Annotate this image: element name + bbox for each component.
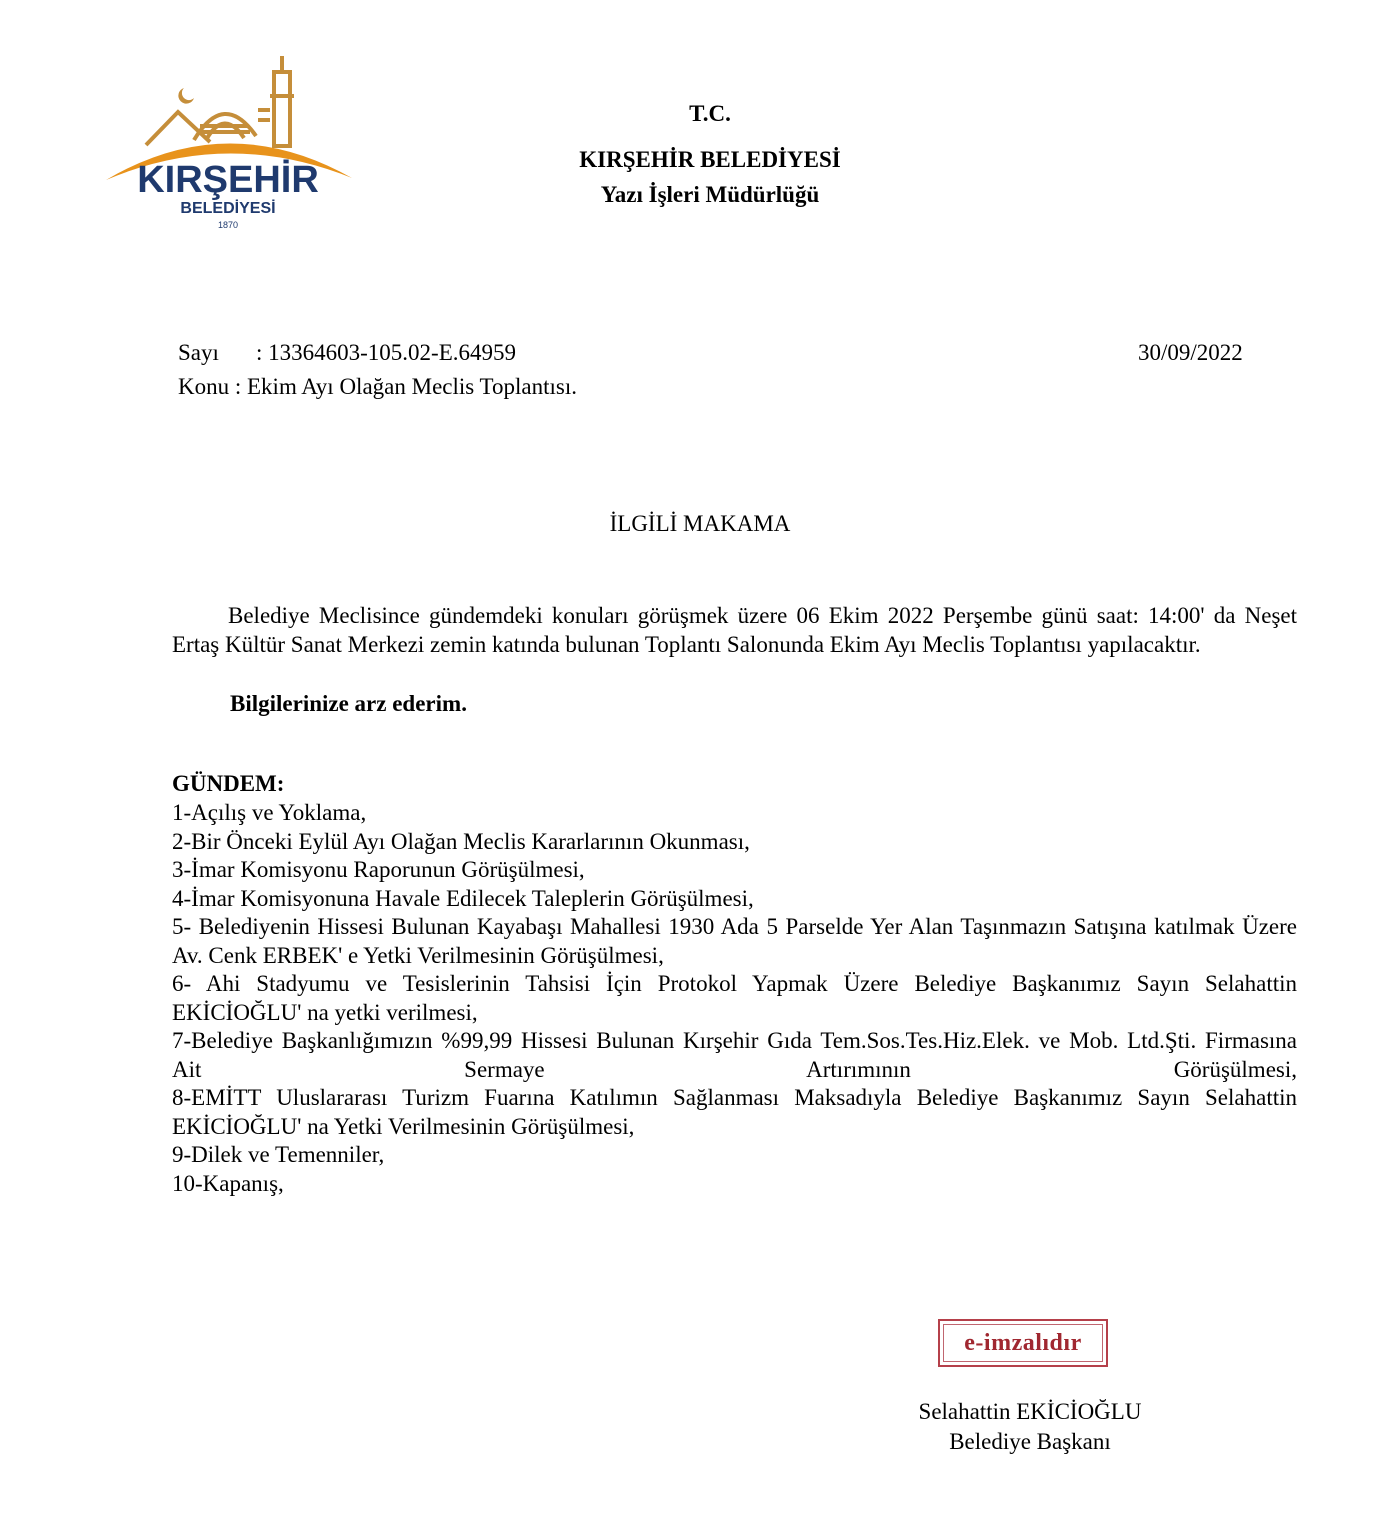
body-paragraph [172, 602, 1297, 659]
agenda-item: 7-Belediye Başkanlığımızın %99,99 Hissesi Bulunan Kırşehir Gıda Tem.Sos.Tes.Hiz.Elek. ve Mob. Ltd.Şti. Firmasına Ait Sermaye Artırımının Görüşülmesi, [172, 1028, 1297, 1082]
closing-line: Bilgilerinize arz ederim. [230, 691, 467, 716]
agenda-item: 6- Ahi Stadyumu ve Tesislerinin Tahsisi İçin Protokol Yapmak Üzere Belediye Başkanımız Sayın Selahattin EKİCİOĞLU' na yetki verilmesi, [172, 971, 1297, 1025]
agenda-item: 2-Bir Önceki Eylül Ayı Olağan Meclis Kararlarının Okunması, [172, 828, 750, 854]
agenda-item: 10-Kapanış, [172, 1170, 284, 1196]
agenda-item: 9-Dilek ve Temenniler, [172, 1142, 385, 1167]
signatory-title: Belediye Başkanı [949, 1429, 1111, 1454]
reference-number-row [178, 339, 516, 367]
agenda-item: 8-EMİTT Uluslararası Turizm Fuarına Katılımın Sağlanması Maksadıyla Belediye Başkanımız Sayın Selahattin EKİCİOĞLU' na Yetki Verilmesinin Görüşülmesi, [172, 1085, 1297, 1139]
logo-year: 1870 [217, 220, 239, 230]
reference-label: Sayı [178, 340, 219, 365]
crescent-icon [178, 88, 194, 104]
logo-name: KIRŞEHİR [137, 159, 319, 201]
municipality-logo [98, 50, 358, 235]
header-tc: T.C. [689, 101, 731, 126]
agenda-item: 5- Belediyenin Hissesi Bulunan Kayabaşı Mahallesi 1930 Ada 5 Parselde Yer Alan Taşınmazın Satışına katılmak Üzere Av. Cenk ERBEK' e Yetki Verilmesinin Görüşülmesi, [172, 914, 1297, 968]
agenda-list [172, 799, 1297, 1198]
body-paragraph-text: Belediye Meclisince gündemdeki konuları görüşmek üzere 06 Ekim 2022 Perşembe günü saat: 14:00' da Neşet Ertaş Kültür Sanat Merkezi zemin katında bulunan Toplantı Salonunda Ekim Ayı Meclis Toplantısı yapılacaktır. [172, 603, 1297, 657]
e-signature-label: e-imzalıdır [943, 1324, 1103, 1362]
header-institution: KIRŞEHİR BELEDİYESİ [579, 147, 841, 172]
subject-value: Ekim Ayı Olağan Meclis Toplantısı. [247, 374, 577, 399]
logo-emblem [98, 50, 358, 235]
header-department: Yazı İşleri Müdürlüğü [600, 182, 820, 207]
reference-value: : 13364603-105.02-E.64959 [256, 340, 517, 365]
agenda-item: 4-İmar Komisyonuna Havale Edilecek Taleplerin Görüşülmesi, [172, 885, 754, 911]
agenda-title: GÜNDEM: [172, 771, 285, 796]
subject-label: Konu : [178, 374, 242, 399]
logo-subtitle: BELEDİYESİ [180, 200, 276, 217]
agenda-item: 3-İmar Komisyonu Raporunun Görüşülmesi, [172, 857, 585, 882]
addressee: İLGİLİ MAKAMA [609, 511, 791, 536]
agenda-item: 1-Açılış ve Yoklama, [172, 800, 367, 825]
subject-row [178, 373, 577, 401]
e-signature-stamp [938, 1319, 1108, 1367]
signatory-name: Selahattin EKİCİOĞLU [918, 1399, 1142, 1424]
document-date: 30/09/2022 [1138, 340, 1243, 365]
logo-building-outline [146, 56, 294, 146]
